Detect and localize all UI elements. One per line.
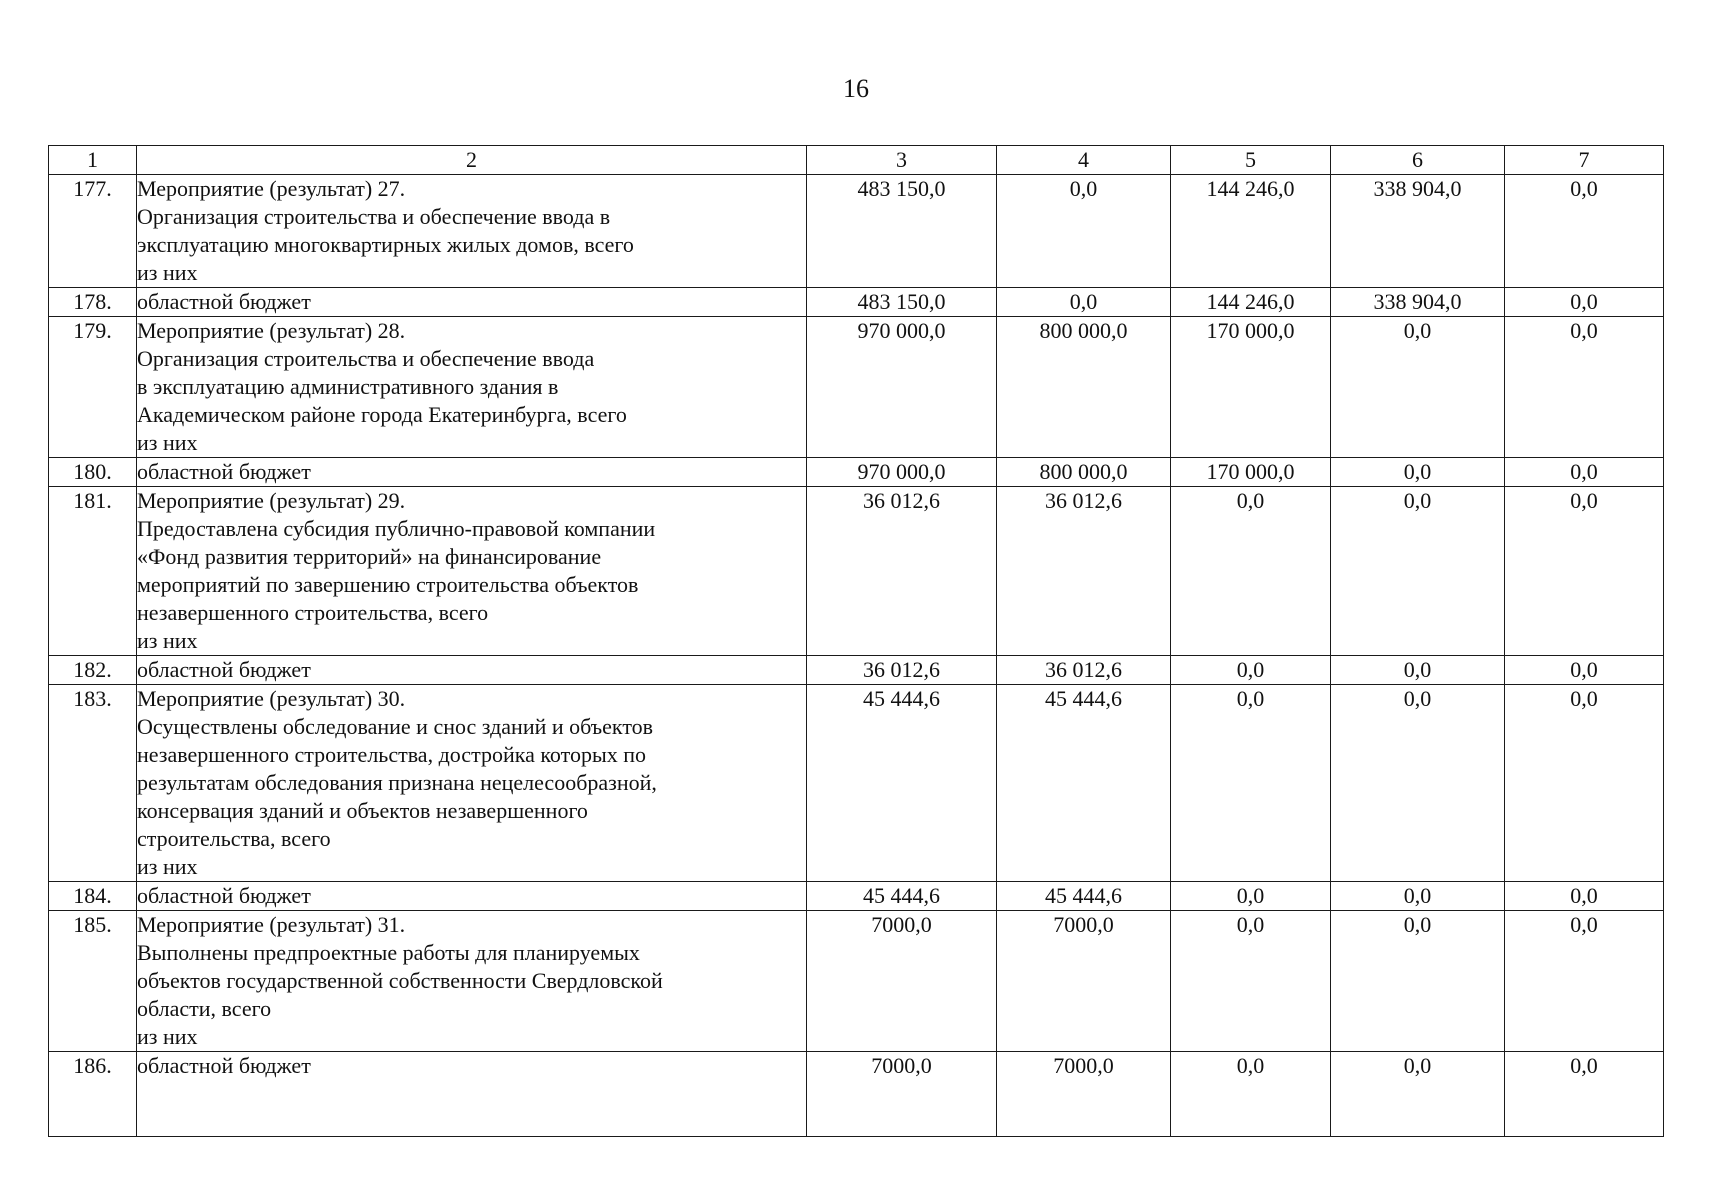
row-number: 183. [49, 685, 137, 882]
value-cell-col-3: 36 012,6 [807, 487, 997, 656]
budget-table [48, 145, 1664, 1137]
value-cell-col-5: 0,0 [1171, 882, 1331, 911]
value-cell-col-3: 45 444,6 [807, 685, 997, 882]
description-line: «Фонд развития территорий» на финансирование [137, 544, 602, 569]
description-line: результатам обследования признана нецелесообразной, [137, 770, 657, 795]
row-description [137, 288, 807, 317]
description-line: Мероприятие (результат) 27. [137, 176, 406, 201]
value-cell-col-3: 483 150,0 [807, 175, 997, 288]
value-cell-col-6: 0,0 [1331, 656, 1505, 685]
value-cell-col-6: 0,0 [1331, 911, 1505, 1052]
description-line: областной бюджет [137, 883, 311, 908]
value-cell-col-5: 170 000,0 [1171, 317, 1331, 458]
value-cell-col-5: 0,0 [1171, 1052, 1331, 1137]
value-cell-col-4: 45 444,6 [997, 685, 1171, 882]
value-cell-col-4: 0,0 [997, 175, 1171, 288]
value-cell-col-4: 7000,0 [997, 1052, 1171, 1137]
value-cell-col-6: 0,0 [1331, 882, 1505, 911]
value-cell-col-5: 0,0 [1171, 656, 1331, 685]
value-cell-col-6: 338 904,0 [1331, 175, 1505, 288]
value-cell-col-4: 7000,0 [997, 911, 1171, 1052]
row-description [137, 487, 807, 656]
description-line: Мероприятие (результат) 28. [137, 318, 406, 343]
value-cell-col-4: 0,0 [997, 288, 1171, 317]
value-cell-col-6: 338 904,0 [1331, 288, 1505, 317]
row-description [137, 656, 807, 685]
description-line: из них [137, 854, 198, 879]
value-cell-col-7: 0,0 [1505, 685, 1664, 882]
row-number: 186. [49, 1052, 137, 1137]
value-cell-col-7: 0,0 [1505, 288, 1664, 317]
row-number: 177. [49, 175, 137, 288]
row-number: 179. [49, 317, 137, 458]
description-line: из них [137, 430, 198, 455]
row-number: 180. [49, 458, 137, 487]
value-cell-col-4: 800 000,0 [997, 458, 1171, 487]
description-line: строительства, всего [137, 826, 331, 851]
value-cell-col-6: 0,0 [1331, 487, 1505, 656]
value-cell-col-3: 36 012,6 [807, 656, 997, 685]
description-line: незавершенного строительства, достройка которых по [137, 742, 647, 767]
header-cell: 4 [997, 146, 1171, 175]
value-cell-col-3: 483 150,0 [807, 288, 997, 317]
table-row [49, 288, 1664, 317]
table-row [49, 656, 1664, 685]
value-cell-col-7: 0,0 [1505, 487, 1664, 656]
description-line: из них [137, 628, 198, 653]
description-line: Академическом районе города Екатеринбурга, всего [137, 402, 627, 427]
value-cell-col-3: 970 000,0 [807, 317, 997, 458]
description-line: консервация зданий и объектов незавершенного [137, 798, 588, 823]
description-line: Организация строительства и обеспечение ввода в [137, 204, 611, 229]
value-cell-col-4: 36 012,6 [997, 487, 1171, 656]
row-description [137, 317, 807, 458]
table-row [49, 175, 1664, 288]
value-cell-col-6: 0,0 [1331, 317, 1505, 458]
description-line: Мероприятие (результат) 30. [137, 686, 406, 711]
row-description [137, 882, 807, 911]
description-line: эксплуатацию многоквартирных жилых домов, всего [137, 232, 634, 257]
value-cell-col-7: 0,0 [1505, 317, 1664, 458]
table-row [49, 487, 1664, 656]
row-number: 184. [49, 882, 137, 911]
row-description [137, 685, 807, 882]
value-cell-col-5: 0,0 [1171, 911, 1331, 1052]
header-cell: 3 [807, 146, 997, 175]
description-line: Выполнены предпроектные работы для планируемых [137, 940, 640, 965]
value-cell-col-7: 0,0 [1505, 1052, 1664, 1137]
value-cell-col-5: 144 246,0 [1171, 288, 1331, 317]
table-row [49, 685, 1664, 882]
value-cell-col-7: 0,0 [1505, 458, 1664, 487]
value-cell-col-4: 800 000,0 [997, 317, 1171, 458]
table-row [49, 458, 1664, 487]
header-cell: 1 [49, 146, 137, 175]
value-cell-col-6: 0,0 [1331, 1052, 1505, 1137]
value-cell-col-5: 144 246,0 [1171, 175, 1331, 288]
description-line: в эксплуатацию административного здания в [137, 374, 559, 399]
row-number: 182. [49, 656, 137, 685]
value-cell-col-7: 0,0 [1505, 882, 1664, 911]
page-number: 16 [843, 74, 869, 103]
row-description [137, 175, 807, 288]
row-number: 185. [49, 911, 137, 1052]
header-cell: 7 [1505, 146, 1664, 175]
description-line: области, всего [137, 996, 272, 1021]
value-cell-col-4: 36 012,6 [997, 656, 1171, 685]
value-cell-col-6: 0,0 [1331, 458, 1505, 487]
value-cell-col-3: 7000,0 [807, 1052, 997, 1137]
value-cell-col-7: 0,0 [1505, 911, 1664, 1052]
table-row [49, 1052, 1664, 1137]
description-line: областной бюджет [137, 657, 311, 682]
header-row [49, 146, 1664, 175]
value-cell-col-4: 45 444,6 [997, 882, 1171, 911]
description-line: мероприятий по завершению строительства объектов [137, 572, 639, 597]
value-cell-col-5: 170 000,0 [1171, 458, 1331, 487]
value-cell-col-6: 0,0 [1331, 685, 1505, 882]
description-line: областной бюджет [137, 1053, 311, 1078]
row-number: 178. [49, 288, 137, 317]
value-cell-col-7: 0,0 [1505, 175, 1664, 288]
value-cell-col-3: 45 444,6 [807, 882, 997, 911]
row-description [137, 911, 807, 1052]
value-cell-col-5: 0,0 [1171, 487, 1331, 656]
description-line: незавершенного строительства, всего [137, 600, 489, 625]
row-description [137, 1052, 807, 1137]
header-cell: 5 [1171, 146, 1331, 175]
header-cell: 6 [1331, 146, 1505, 175]
value-cell-col-7: 0,0 [1505, 656, 1664, 685]
description-line: областной бюджет [137, 289, 311, 314]
description-line: Предоставлена субсидия публично-правовой компании [137, 516, 656, 541]
table-row [49, 911, 1664, 1052]
table-body [49, 175, 1664, 1137]
value-cell-col-3: 7000,0 [807, 911, 997, 1052]
table-row [49, 317, 1664, 458]
table-row [49, 882, 1664, 911]
description-line: объектов государственной собственности Свердловской [137, 968, 663, 993]
description-line: Осуществлены обследование и снос зданий и объектов [137, 714, 654, 739]
row-description [137, 458, 807, 487]
header-cell: 2 [137, 146, 807, 175]
row-number: 181. [49, 487, 137, 656]
value-cell-col-3: 970 000,0 [807, 458, 997, 487]
description-line: из них [137, 260, 198, 285]
description-line: из них [137, 1024, 198, 1049]
value-cell-col-5: 0,0 [1171, 685, 1331, 882]
description-line: областной бюджет [137, 459, 311, 484]
description-line: Организация строительства и обеспечение ввода [137, 346, 595, 371]
description-line: Мероприятие (результат) 29. [137, 488, 406, 513]
description-line: Мероприятие (результат) 31. [137, 912, 406, 937]
